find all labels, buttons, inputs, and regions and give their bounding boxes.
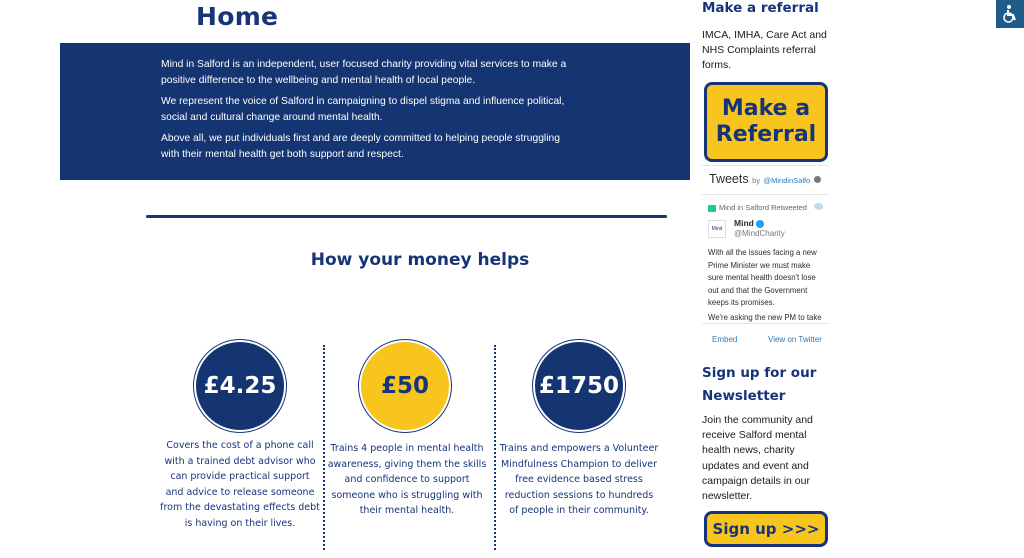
referral-text: IMCA, IMHA, Care Act and NHS Complaints referral forms. — [702, 29, 827, 72]
avatar-text: Mind — [711, 226, 723, 232]
newsletter-heading-line-1: Sign up for our — [702, 365, 817, 381]
embed-link[interactable]: Embed — [712, 335, 738, 344]
referral-heading: Make a referral — [702, 0, 819, 16]
newsletter-heading — [702, 362, 816, 408]
avatar[interactable] — [708, 220, 726, 238]
tweet-text: With all the issues facing a new Prime Minister we must make sure mental health doesn't lose out and that the Government keeps its promises. — [708, 248, 817, 307]
tweet-author-handle[interactable]: @MindCharity — [734, 229, 785, 238]
intro-paragraph-2: We represent the voice of Salford in campaigning to dispel stigma and influence political, social and cultural change around mental health. — [161, 96, 565, 123]
amount-description-1: Covers the cost of a phone call with a trained debt advisor who can provide practical support and advice to release someone from the devastating effects debt is having on their lives. — [160, 440, 320, 529]
make-referral-button[interactable] — [704, 82, 828, 162]
retweet-line — [708, 203, 807, 212]
intro-paragraph-1: Mind in Salford is an independent, user focused charity providing vital services to make a positive difference to the wellbeing and mental health of local people. — [161, 59, 567, 86]
dotted-separator — [494, 345, 496, 550]
intro-panel — [60, 43, 690, 180]
tweets-header — [709, 172, 821, 186]
retweeted-label: Mind in Salford Retweeted — [719, 203, 807, 212]
section-divider — [146, 215, 667, 218]
twitter-bird-icon — [814, 203, 823, 210]
page-title: Home — [196, 2, 279, 31]
accessibility-button[interactable] — [996, 0, 1024, 28]
verified-icon — [756, 220, 764, 228]
twitter-handle-link[interactable]: @MindinSalfo — [763, 176, 811, 185]
newsletter-signup-button[interactable]: Sign up >>> — [704, 511, 828, 547]
amount-circle-2: £50 — [361, 342, 449, 430]
money-section-heading: How your money helps — [310, 250, 530, 270]
twitter-timeline-widget — [702, 165, 829, 348]
intro-paragraph-3: Above all, we put individuals first and are deeply committed to helping people struggling with their mental health get both support and respect. — [161, 133, 560, 160]
wheelchair-icon — [1000, 4, 1020, 24]
amount-circle-1: £4.25 — [196, 342, 284, 430]
newsletter-text: Join the community and receive Salford mental health news, charity updates and event and campaign details in our newsletter. — [702, 414, 813, 503]
amount-circle-3: £1750 — [535, 342, 623, 430]
tweets-title: Tweets — [709, 172, 749, 186]
dotted-separator — [323, 345, 325, 550]
referral-button-line-1: Make a — [721, 96, 811, 121]
tweet-text-continued: We're asking the new PM to take — [708, 313, 822, 322]
view-on-twitter-link[interactable]: View on Twitter — [768, 335, 822, 344]
amount-description-3: Trains and empowers a Volunteer Mindfulness Champion to deliver free evidence based stress reduction sessions to hundreds of people in their community. — [499, 443, 659, 516]
tweet-item[interactable] — [702, 194, 829, 324]
tweet-author-name[interactable] — [734, 218, 764, 228]
retweet-icon — [708, 205, 716, 212]
newsletter-heading-line-2: Newsletter — [702, 388, 786, 404]
info-icon[interactable] — [814, 176, 821, 183]
tweet-author-name-text: Mind — [734, 218, 754, 228]
referral-button-line-2: Referral — [715, 122, 817, 147]
amount-description-2: Trains 4 people in mental health awareness, giving them the skills and confidence to support someone who is struggling with their mental health. — [327, 443, 487, 516]
tweets-by: by — [752, 176, 761, 185]
